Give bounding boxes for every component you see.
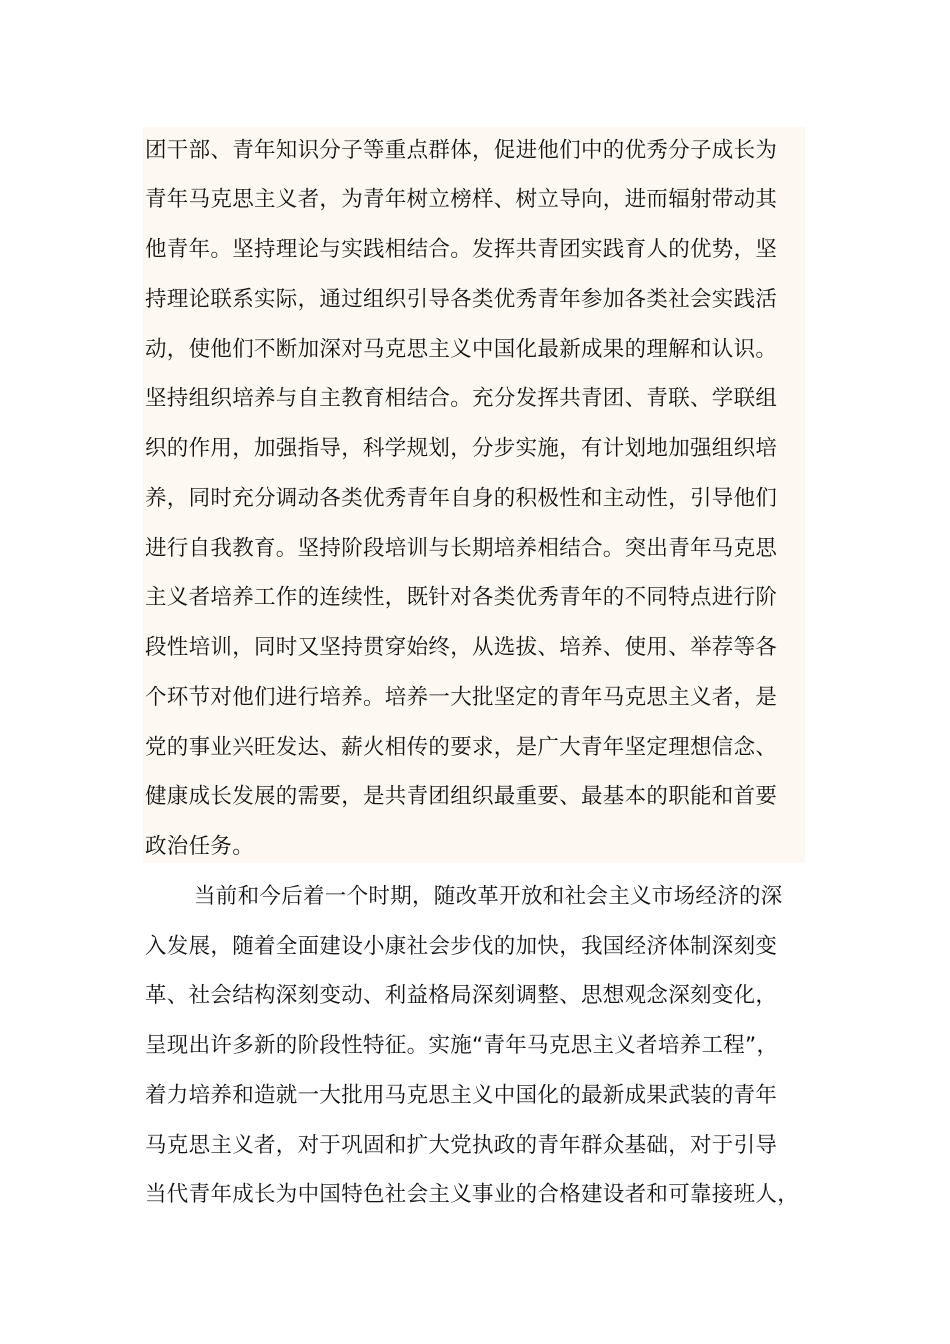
paragraph-first-line: 当前和今后着一个时期，随改革开放和社会主义市场经济的深 — [194, 884, 783, 909]
text-line: 段性培训，同时又坚持贯穿始终，从选拔、培养、使用、举荐等各 — [145, 635, 778, 660]
text-line: 马克思主义者，对于巩固和扩大党执政的青年群众基础，对于引导 — [145, 1133, 778, 1158]
text-line: 养，同时充分调动各类优秀青年自身的积极性和主动性，引导他们 — [145, 486, 778, 511]
text-line: 呈现出许多新的阶段性特征。实施“青年马克思主义者培养工程”， — [145, 1033, 779, 1058]
text-line: 当代青年成长为中国特色社会主义事业的合格建设者和可靠接班人， — [145, 1182, 800, 1207]
text-line: 政治任务。 — [145, 834, 255, 859]
text-line: 进行自我教育。坚持阶段培训与长期培养相结合。突出青年马克思 — [145, 536, 778, 561]
text-line: 个环节对他们进行培养。培养一大批坚定的青年马克思主义者，是 — [145, 685, 778, 710]
text-line: 主义者培养工作的连续性，既针对各类优秀青年的不同特点进行阶 — [145, 585, 778, 610]
text-line: 青年马克思主义者，为青年树立榜样、树立导向，进而辐射带动其 — [145, 187, 778, 212]
text-line: 革、社会结构深刻变动、利益格局深刻调整、思想观念深刻变化， — [145, 983, 778, 1008]
text-line: 健康成长发展的需要，是共青团组织最重要、最基本的职能和首要 — [145, 784, 778, 809]
text-line: 入发展，随着全面建设小康社会步伐的加快，我国经济体制深刻变 — [145, 934, 778, 959]
text-line: 他青年。坚持理论与实践相结合。发挥共青团实践育人的优势，坚 — [145, 237, 778, 262]
text-line: 织的作用，加强指导，科学规划，分步实施，有计划地加强组织培 — [145, 436, 778, 461]
text-line: 持理论联系实际，通过组织引导各类优秀青年参加各类社会实践活 — [145, 287, 778, 312]
text-line: 着力培养和造就一大批用马克思主义中国化的最新成果武装的青年 — [145, 1083, 778, 1108]
text-line: 动，使他们不断加深对马克思主义中国化最新成果的理解和认识。 — [145, 337, 778, 362]
text-line: 党的事业兴旺发达、薪火相传的要求，是广大青年坚定理想信念、 — [145, 735, 778, 760]
text-line: 坚持组织培养与自主教育相结合。充分发挥共青团、青联、学联组 — [145, 386, 778, 411]
text-line: 团干部、青年知识分子等重点群体，促进他们中的优秀分子成长为 — [145, 138, 778, 163]
